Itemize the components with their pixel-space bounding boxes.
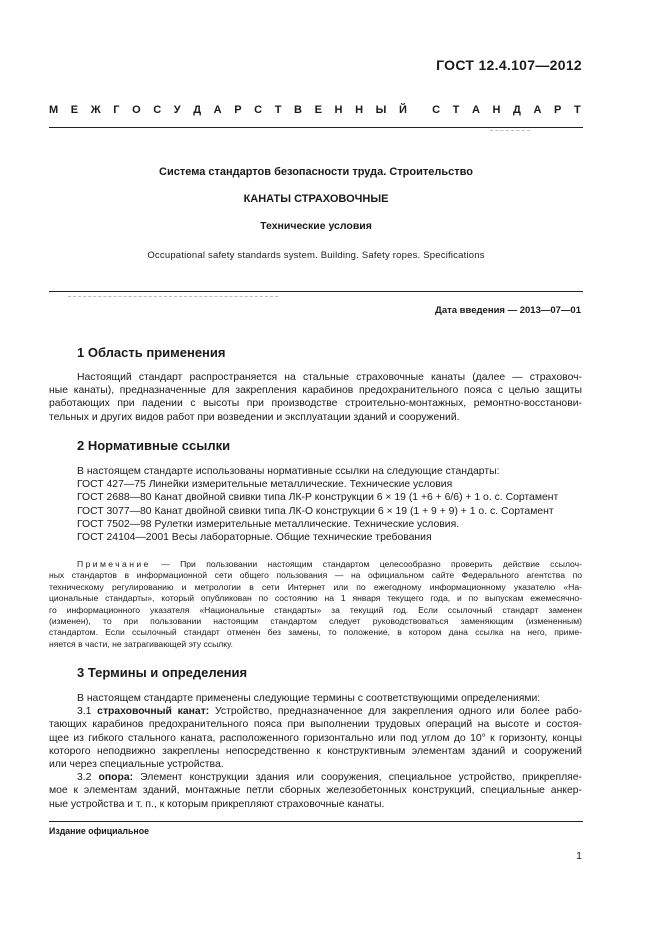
note-line: го информационного указателя «Национальные стандарты» за текущий год. Если ссылочный стандарт заменен (49, 604, 582, 615)
banner-letter: С (153, 104, 162, 116)
banner-letter: Е (314, 104, 322, 116)
section-3-heading: 3 Термины и определения (77, 665, 248, 680)
reference-item: ГОСТ 7502—98 Рулетки измерительные металлические. Технические условия. (77, 518, 460, 530)
section-1-heading: 1 Область применения (77, 345, 226, 360)
document-subtitle: Технические условия (260, 220, 372, 232)
top-divider (49, 127, 583, 128)
note-line (49, 559, 582, 570)
note-line: (изменен), то при пользовании настоящим стандартом следует руководствоваться заменяющим (измененным) (49, 616, 582, 627)
section-2-heading: 2 Нормативные ссылки (77, 438, 231, 453)
standard-system-title: Система стандартов безопасности труда. Строительство (159, 166, 473, 178)
banner-letter: А (471, 104, 480, 116)
term-name: страховочный канат: (97, 706, 210, 718)
note-text: — При пользовании настоящим стандартом целесообразно проверить действие ссылоч- (161, 559, 582, 569)
note-line: техническому регулированию и метрологии в сети Интернет или по ежегодному информационному указателю «На- (49, 581, 582, 592)
banner-letter: С (254, 104, 263, 116)
banner-letter: В (294, 104, 302, 116)
english-title: Occupational safety standards system. Building. Safety ropes. Specifications (147, 250, 485, 261)
term-line: или через специальные устройства. (49, 759, 224, 771)
note-line: ных стандартов в информационной сети общего пользования — на официальном сайте Федерального агентства по (49, 570, 582, 581)
body-line: работающих при падении с высоты при производстве строительно-монтажных, ремонтно-восстанови- (49, 398, 582, 410)
section-2-body (77, 465, 582, 544)
term-number: 3.1 (77, 706, 92, 718)
banner-letter: Н (355, 104, 364, 116)
banner-letter: Н (334, 104, 343, 116)
term-number: 3.2 (77, 772, 92, 784)
banner-letter: Т (573, 104, 581, 116)
page-number: 1 (576, 850, 582, 862)
reference-item: ГОСТ 3077—80 Канат двойной свивки типа ЛК-О конструкции 6 × 19 (1 + 9 + 9) + 1 о. с. Сортамент (77, 505, 554, 517)
reference-item: ГОСТ 2688—80 Канат двойной свивки типа ЛК-Р конструкции 6 × 19 (1 +6 + 6/6) + 1 о. с. Сортамент (77, 492, 559, 504)
banner-letter: Т (452, 104, 460, 116)
banner-letter: У (173, 104, 181, 116)
banner-letter: О (132, 104, 141, 116)
banner-letter: Д (193, 104, 202, 116)
scan-artifact (68, 296, 278, 297)
gost-code: ГОСТ 12.4.107—2012 (436, 57, 582, 73)
body-line: ные канаты), предназначенные для закрепления карабинов предохранительного пояса с целью защиты (49, 385, 582, 397)
term-name: опора: (98, 772, 134, 784)
banner-letter: Й (398, 104, 407, 116)
note-line: стандартом. Если ссылочный стандарт отменен без замены, то положение, в котором дана ссылка на него, приме- (49, 627, 582, 638)
term-text: Устройство, предназначенное для закрепления одного или более рабо- (214, 706, 582, 718)
banner-letter: М (49, 104, 59, 116)
terms-intro: В настоящем стандарте применены следующие термины с соответствующими определениями: (77, 693, 541, 704)
footer-divider (49, 821, 583, 822)
banner-letter: Р (234, 104, 242, 116)
term-line: которого неподвижно закреплены непосредственно к конструктивным элементам зданий и сооружений (49, 745, 582, 757)
title-divider (49, 291, 583, 292)
banner-letter: Ж (90, 104, 101, 116)
banner-letter: А (213, 104, 222, 116)
reference-item: ГОСТ 427—75 Линейки измерительные металлические. Технические условия (77, 479, 453, 491)
banner-letter: Р (554, 104, 562, 116)
section-1-body (49, 371, 582, 424)
introduction-date: Дата введения — 2013—07—01 (435, 305, 581, 316)
references-intro: В настоящем стандарте использованы нормативные ссылки на следующие стандарты: (77, 466, 500, 477)
term-line (77, 771, 582, 784)
banner-letter: С (432, 104, 441, 116)
banner-letter: А (533, 104, 542, 116)
banner-letter: Е (70, 104, 79, 116)
banner-letter: Г (113, 104, 120, 116)
document-title: КАНАТЫ СТРАХОВОЧНЫЕ (243, 193, 389, 205)
term-line: тающих карабинов предохранительного пояса при выполнении трудовых операций на высоте и состоя- (49, 719, 582, 731)
banner-letter: Т (274, 104, 282, 116)
banner-letter: Д (513, 104, 521, 116)
reference-item: ГОСТ 24104—2001 Весы лабораторные. Общие технические требования (77, 532, 432, 544)
body-line: Настоящий стандарт распространяется на стальные страховочные канаты (далее — страховоч- (77, 372, 582, 383)
section-3-body (49, 692, 583, 811)
note-line: няется в части, не затрагивающей эту ссылку. (49, 638, 233, 649)
references-note (49, 559, 582, 650)
body-line: тельных и других видов работ при возведении и эксплуатации зданий и сооружений. (49, 411, 460, 423)
term-line (77, 705, 582, 718)
term-line: щее из гибкого стального каната, расположенного горизонтально или под углом до 10° к горизонту, концы (49, 732, 582, 744)
interstate-standard-banner (49, 104, 581, 116)
term-text: Элемент конструкции здания или сооружения, специальное устройство, прикрепляе- (140, 772, 583, 784)
term-line: ные устройства и т. п., к которым прикрепляют страховочные канаты. (49, 798, 385, 810)
banner-letter: Ы (375, 104, 387, 116)
official-edition-label: Издание официальное (49, 826, 149, 836)
note-label: Примечание (77, 559, 151, 569)
banner-letter: Н (492, 104, 501, 116)
note-line: циональные стандарты», который опубликован по состоянию на 1 января текущего года, и по выпускам ежемесячно- (49, 593, 582, 604)
term-line: мое к элементам зданий, монтажные петли сборных железобетонных конструкций, специальные анкер- (49, 785, 582, 797)
scan-artifact (490, 130, 530, 131)
